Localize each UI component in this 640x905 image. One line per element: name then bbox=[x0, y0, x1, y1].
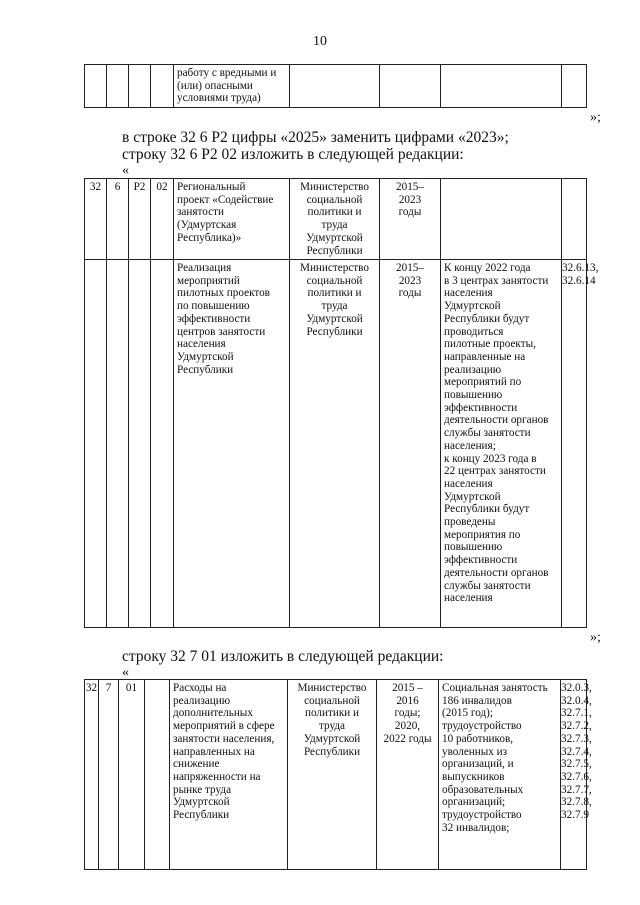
end-quote: »; bbox=[590, 110, 601, 125]
table-cell bbox=[290, 65, 380, 108]
table-cell-org: Министерство социальной политики и труда Удмуртской Республики bbox=[290, 260, 380, 628]
table-cell-name: Региональный проект «Содействие занятости (Удмуртская Республика)» bbox=[174, 179, 290, 260]
table-row bbox=[85, 260, 587, 628]
table-row-32-7-01 bbox=[84, 679, 592, 870]
table-cell-code: Р2 bbox=[129, 179, 151, 260]
table-cell bbox=[380, 65, 441, 108]
table-cell-result: К концу 2022 года в 3 центрах занятости населения Удмуртской Республики будут проводиться пилотные проекты, направленные на реализацию мероприятий по повышению эффективности деятельности органов службы занятости населения; к концу 2023 года в 22 центрах занятости населения Удмуртской Республики будут проведены мероприятия по повышению эффективности деятельности органов службы занятости населения bbox=[441, 260, 562, 628]
table-cell bbox=[85, 65, 107, 108]
table-row-32-6-P2-02 bbox=[84, 178, 599, 628]
table-cell bbox=[107, 260, 129, 628]
table-cell bbox=[151, 65, 174, 108]
table-cell-years: 2015– 2023 годы bbox=[380, 179, 441, 260]
table-cell-name: работу с вредными и (или) опасными условиями труда) bbox=[174, 65, 290, 108]
open-quote: « bbox=[122, 665, 129, 680]
paragraph: строку 32 7 01 изложить в следующей редакции: bbox=[122, 648, 444, 665]
table-cell-code: 01 bbox=[119, 680, 145, 870]
table-cell bbox=[129, 65, 151, 108]
paragraph: строку 32 6 Р2 02 изложить в следующей редакции: bbox=[122, 146, 464, 163]
table-cell bbox=[129, 260, 151, 628]
table-cell-code: 02 bbox=[151, 179, 174, 260]
table-cell-code: 7 bbox=[99, 680, 119, 870]
table-cell-result: Социальная занятость 186 инвалидов (2015 год); трудоустройство 10 работников, уволенных из организаций, и выпускников образовательных организаций; трудоустройство 32 инвалидов; bbox=[439, 680, 561, 870]
table-cell bbox=[107, 65, 129, 108]
table-cell bbox=[441, 65, 562, 108]
table-cell-org: Министерство социальной политики и труда Удмуртской Республики bbox=[288, 680, 377, 870]
table-row bbox=[85, 680, 587, 870]
table-cell-links bbox=[562, 179, 587, 260]
table-cell-result bbox=[441, 179, 562, 260]
table-cell-years: 2015– 2023 годы bbox=[380, 260, 441, 628]
end-quote: »; bbox=[590, 630, 601, 645]
table-cell-code: 32 bbox=[85, 179, 107, 260]
table-cell-org: Министерство социальной политики и труда Удмуртской Республики bbox=[290, 179, 380, 260]
table-cell-code bbox=[145, 680, 170, 870]
table-cell-name: Реализация мероприятий пилотных проектов по повышению эффективности центров занятости населения Удмуртской Республики bbox=[174, 260, 290, 628]
table-cell bbox=[85, 260, 107, 628]
table-cell-code: 32 bbox=[85, 680, 99, 870]
table-row bbox=[85, 179, 587, 260]
table-cell-links: 32.0.3, 32.0.4, 32.7.1, 32.7.2, 32.7.3, 32.7.4, 32.7.5, 32.7.6, 32.7.7, 32.7.8, 32.7.9 bbox=[561, 680, 587, 870]
table-continuation bbox=[84, 64, 587, 108]
table-cell bbox=[151, 260, 174, 628]
table-cell-code: 6 bbox=[107, 179, 129, 260]
table-cell bbox=[562, 65, 587, 108]
table-row bbox=[85, 65, 587, 108]
table-cell-links: 32.6.13, 32.6.14 bbox=[562, 260, 587, 628]
page-number: 10 bbox=[313, 34, 327, 49]
table-cell-name: Расходы на реализацию дополнительных мероприятий в сфере занятости населения, направленных на снижение напряженности на рынке труда Удмуртской Республики bbox=[170, 680, 288, 870]
open-quote: « bbox=[122, 163, 129, 178]
table-cell-years: 2015 – 2016 годы; 2020, 2022 годы bbox=[377, 680, 439, 870]
paragraph: в строке 32 6 Р2 цифры «2025» заменить цифрами «2023»; bbox=[122, 129, 509, 146]
